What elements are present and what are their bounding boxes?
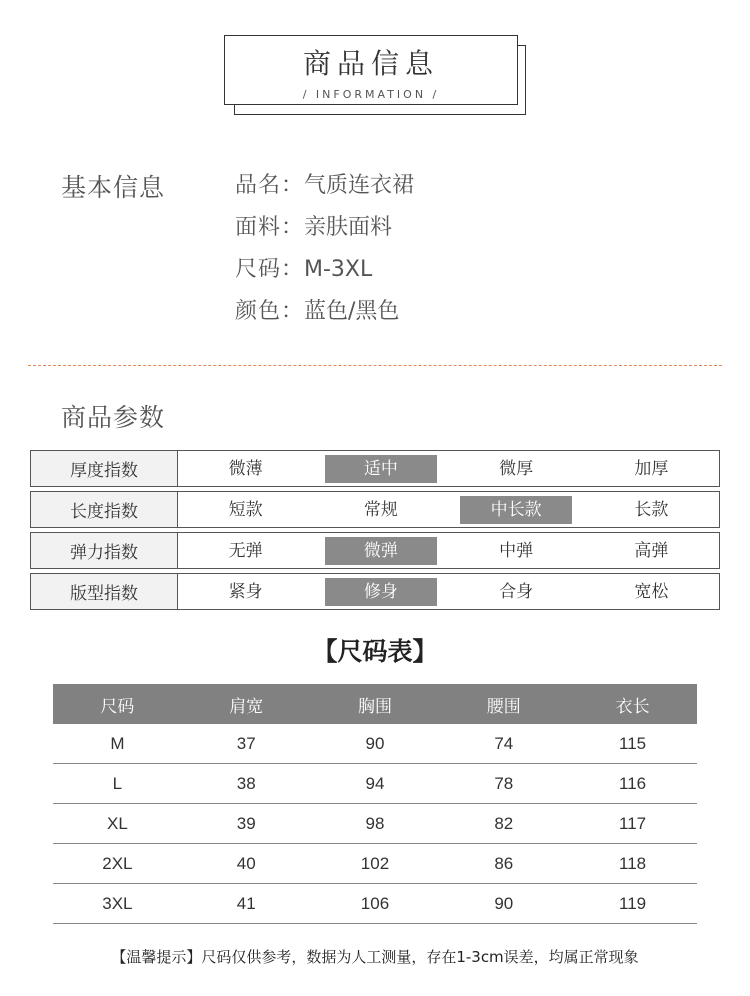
table-cell: 82 bbox=[439, 804, 568, 844]
table-cell: 37 bbox=[182, 724, 311, 764]
param-option-text: 短款 bbox=[228, 499, 263, 520]
table-row bbox=[53, 844, 697, 884]
table-cell: 117 bbox=[568, 804, 697, 844]
param-option-text: 微弹 bbox=[325, 537, 437, 565]
size-chart-title: 【尺码表】 bbox=[312, 637, 438, 666]
basic-info-row bbox=[235, 252, 414, 294]
table-cell: 119 bbox=[568, 884, 697, 924]
basic-info-value: M-3XL bbox=[304, 257, 373, 282]
page-subtitle: / INFORMATION / bbox=[302, 88, 440, 101]
param-option bbox=[449, 574, 584, 609]
basic-info-row bbox=[235, 210, 414, 252]
param-row-thickness bbox=[30, 450, 720, 487]
table-cell: 102 bbox=[311, 844, 440, 884]
column-header: 衣长 bbox=[568, 684, 697, 724]
column-header: 腰围 bbox=[439, 684, 568, 724]
param-option bbox=[313, 492, 448, 527]
table-cell: 86 bbox=[439, 844, 568, 884]
param-option-text: 高弹 bbox=[634, 540, 669, 561]
param-option-selected bbox=[313, 574, 448, 609]
dashed-divider bbox=[28, 365, 722, 366]
param-option-text: 合身 bbox=[499, 581, 534, 602]
param-row-elasticity bbox=[30, 532, 720, 569]
param-option bbox=[449, 451, 584, 486]
basic-info-list bbox=[235, 168, 414, 336]
param-option-text: 宽松 bbox=[634, 581, 669, 602]
param-label: 厚度指数 bbox=[31, 451, 178, 486]
param-option-text: 无弹 bbox=[228, 540, 263, 561]
table-cell: M bbox=[53, 724, 182, 764]
param-options bbox=[178, 574, 719, 609]
basic-info-label: 颜色： bbox=[235, 299, 305, 324]
basic-info-row bbox=[235, 168, 414, 210]
param-option-text: 紧身 bbox=[228, 581, 263, 602]
table-cell: 90 bbox=[439, 884, 568, 924]
table-cell: L bbox=[53, 764, 182, 804]
table-row bbox=[53, 724, 697, 764]
table-cell: 116 bbox=[568, 764, 697, 804]
basic-info-label: 面料： bbox=[235, 215, 305, 240]
param-options bbox=[178, 533, 719, 568]
table-cell: 78 bbox=[439, 764, 568, 804]
param-option bbox=[584, 451, 719, 486]
basic-info-heading: 基本信息 bbox=[61, 173, 166, 202]
table-cell: 106 bbox=[311, 884, 440, 924]
param-option bbox=[584, 574, 719, 609]
table-cell: 115 bbox=[568, 724, 697, 764]
table-cell: 2XL bbox=[53, 844, 182, 884]
column-header: 胸围 bbox=[311, 684, 440, 724]
column-header: 尺码 bbox=[53, 684, 182, 724]
param-option-text: 常规 bbox=[363, 499, 398, 520]
param-option-text: 修身 bbox=[325, 578, 437, 606]
basic-info-label: 尺码： bbox=[235, 257, 305, 282]
param-option bbox=[178, 574, 313, 609]
params-heading: 商品参数 bbox=[61, 403, 166, 432]
info-header-badge bbox=[224, 35, 518, 105]
param-option-text: 适中 bbox=[325, 455, 437, 483]
table-row bbox=[53, 764, 697, 804]
param-option bbox=[178, 533, 313, 568]
basic-info-value: 亲肤面料 bbox=[304, 215, 393, 240]
param-label: 长度指数 bbox=[31, 492, 178, 527]
table-cell: 98 bbox=[311, 804, 440, 844]
table-cell: 118 bbox=[568, 844, 697, 884]
param-row-length bbox=[30, 491, 720, 528]
param-option-text: 微厚 bbox=[499, 458, 534, 479]
badge-frame bbox=[224, 35, 518, 105]
column-header: 肩宽 bbox=[182, 684, 311, 724]
param-option-text: 加厚 bbox=[634, 458, 669, 479]
table-cell: 74 bbox=[439, 724, 568, 764]
param-label: 弹力指数 bbox=[31, 533, 178, 568]
basic-info-row bbox=[235, 294, 414, 336]
param-option bbox=[449, 533, 584, 568]
param-option-selected bbox=[449, 492, 584, 527]
table-cell: 40 bbox=[182, 844, 311, 884]
param-option-selected bbox=[313, 533, 448, 568]
basic-info-value: 气质连衣裙 bbox=[304, 173, 415, 198]
param-row-fit bbox=[30, 573, 720, 610]
table-cell: 94 bbox=[311, 764, 440, 804]
table-cell: 39 bbox=[182, 804, 311, 844]
param-option bbox=[178, 451, 313, 486]
param-option bbox=[584, 492, 719, 527]
param-option-text: 中弹 bbox=[499, 540, 534, 561]
basic-info-label: 品名： bbox=[235, 173, 305, 198]
param-option-selected bbox=[313, 451, 448, 486]
param-option bbox=[178, 492, 313, 527]
param-options bbox=[178, 451, 719, 486]
param-option-text: 长款 bbox=[634, 499, 669, 520]
basic-info-value: 蓝色/黑色 bbox=[304, 299, 400, 324]
size-chart-table bbox=[53, 684, 697, 924]
table-cell: 41 bbox=[182, 884, 311, 924]
table-cell: 38 bbox=[182, 764, 311, 804]
param-options bbox=[178, 492, 719, 527]
param-label: 版型指数 bbox=[31, 574, 178, 609]
size-chart-header-row bbox=[53, 684, 697, 724]
param-option bbox=[584, 533, 719, 568]
table-row bbox=[53, 884, 697, 924]
table-cell: XL bbox=[53, 804, 182, 844]
table-row bbox=[53, 804, 697, 844]
table-cell: 90 bbox=[311, 724, 440, 764]
sizing-tip-note: 【温馨提示】尺码仅供参考，数据为人工测量，存在1-3cm误差，均属正常现象 bbox=[111, 948, 639, 966]
page-title: 商品信息 bbox=[302, 47, 439, 80]
table-cell: 3XL bbox=[53, 884, 182, 924]
param-option-text: 中长款 bbox=[460, 496, 572, 524]
param-option-text: 微薄 bbox=[228, 458, 263, 479]
